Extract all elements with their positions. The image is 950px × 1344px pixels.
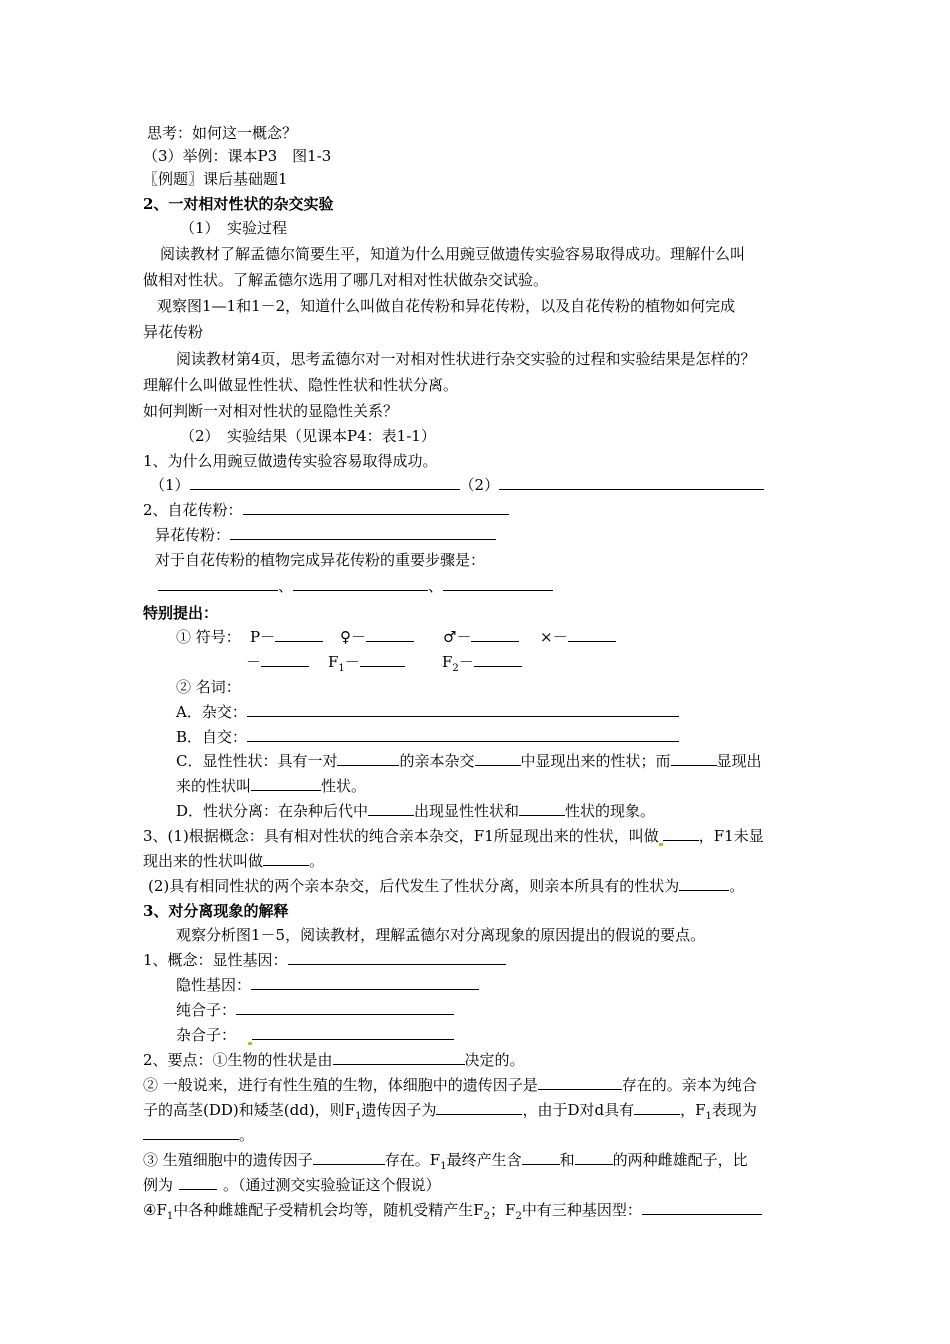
key-point-2a: ② 一般说来，进行有性生殖的生物，体细胞中的遗传因子是 存在的。亲本为纯合 [143, 1076, 757, 1094]
blank[interactable] [313, 1150, 385, 1165]
steps-blanks: 、 、 [158, 576, 553, 596]
blank[interactable] [252, 1025, 454, 1040]
blank[interactable] [251, 776, 321, 791]
key-point-4: $④F_1$中各种雌雄配子受精机会均等，随机受精产生$F_2$；$F_2$中有三种基因型： [143, 1200, 762, 1220]
blank[interactable] [522, 1150, 560, 1165]
subheading-result: （2） 实验结果（见课本P4：表1-1） [180, 427, 436, 445]
symbol-male: ♂－ [443, 627, 519, 647]
question-1-blanks: （1） （2） [150, 475, 764, 495]
blank[interactable] [293, 576, 428, 591]
term-hybridization: A．杂交： [176, 702, 679, 722]
blank[interactable] [642, 1200, 762, 1215]
cross-pollination: 异花传粉： [155, 525, 496, 545]
section-2-title: 2、一对相对性状的杂交实验 [143, 195, 334, 213]
para-1a: 阅读教材了解孟德尔简要生平，知道为什么用豌豆做遗传实验容易取得成功。理解什么叫 [160, 245, 746, 263]
blank[interactable] [443, 576, 553, 591]
blank[interactable] [251, 975, 479, 990]
blank[interactable] [288, 950, 506, 965]
blank[interactable] [538, 1075, 622, 1090]
blank[interactable] [575, 1150, 613, 1165]
blank[interactable] [143, 1125, 239, 1140]
symbol-p: P－ [250, 627, 323, 647]
symbol-f1: $F_1-$ [328, 652, 405, 672]
blank[interactable] [475, 751, 521, 766]
blank[interactable] [436, 1100, 522, 1115]
think-line: 思考：如何这一概念？ [147, 124, 298, 142]
blank[interactable] [236, 1000, 454, 1015]
symbol-label: ① 符号： [176, 628, 241, 646]
concept-homozygote: 纯合子： [176, 1000, 454, 1020]
blank[interactable] [519, 801, 565, 816]
example-line: （3）举例：课本P3 图1-3 [143, 147, 332, 165]
section-3-intro: 观察分析图1－5，阅读教材，理解孟德尔对分离现象的原因提出的假说的要点。 [176, 926, 706, 944]
concept-heterozygote: 杂合子： [176, 1025, 454, 1045]
term-selfing: B．自交： [176, 727, 679, 747]
blank[interactable] [368, 801, 414, 816]
blank[interactable] [671, 751, 717, 766]
blank[interactable] [243, 500, 509, 515]
question-3b: 现出来的性状叫做 。 [143, 852, 325, 870]
para-3a: 阅读教材第4页，思考孟德尔对一对相对性状进行杂交实验的过程和实验结果是怎样的？ [176, 350, 756, 368]
special-heading: 特别提出： [143, 604, 219, 622]
blank[interactable] [261, 652, 309, 667]
blank[interactable] [568, 627, 616, 642]
blank[interactable] [179, 1175, 217, 1190]
para-4: 如何判断一对相对性状的显隐性关系？ [143, 402, 399, 420]
blank[interactable] [634, 1100, 680, 1115]
question-1: 1、为什么用豌豆做遗传实验容易取得成功。 [143, 452, 438, 470]
blank[interactable] [247, 727, 679, 742]
question-3c: (2)具有相同性状的两个亲本杂交，后代发生了性状分离，则亲本所具有的性状为 。 [148, 877, 745, 895]
para-2b: 异花传粉 [143, 323, 204, 341]
self-pollination: 2、自花传粉： [143, 500, 509, 520]
mark-dot [659, 843, 663, 846]
concept-dominant-gene: 1、概念：显性基因： [143, 950, 506, 970]
term-dominant-b: 来的性状叫 性状。 [176, 777, 367, 795]
exercise-line: 〖例题〗课后基础题1 [143, 170, 288, 188]
para-2a: 观察图1—1和1－2，知道什么叫做自花传粉和异花传粉，以及自花传粉的植物如何完成 [157, 297, 736, 315]
symbol-f2: $F_2-$ [442, 652, 522, 672]
blank[interactable] [247, 702, 679, 717]
blank[interactable] [230, 525, 496, 540]
blank[interactable] [275, 627, 323, 642]
symbol-female: ♀－ [340, 627, 414, 647]
noun-label: ② 名词： [176, 678, 241, 696]
symbol-self: － [246, 652, 309, 672]
symbol-cross: ×－ [540, 627, 616, 647]
blank[interactable] [679, 876, 729, 891]
term-dominant-a: C．显性性状：具有一对 的亲本杂交 中显现出来的性状；而 显现出 [176, 752, 762, 770]
steps-question: 对于自花传粉的植物完成异花传粉的重要步骤是： [155, 551, 486, 569]
question-3a: 3、(1)根据概念：具有相对性状的纯合亲本杂交，F1所显现出来的性状，叫做 ，F1未显 [143, 827, 764, 845]
blank[interactable] [366, 627, 414, 642]
blank[interactable] [663, 826, 699, 841]
blank[interactable] [263, 851, 309, 866]
key-point-2c: 。 [143, 1125, 254, 1145]
blank[interactable] [158, 576, 278, 591]
para-3b: 理解什么叫做显性性状、隐性性状和性状分离。 [143, 376, 459, 394]
para-1b: 做相对性状。了解孟德尔选用了哪几对相对性状做杂交试验。 [143, 271, 549, 289]
key-point-2b: 子的高茎(DD)和矮茎(dd)，则$F_1$遗传因子为 ，由于D对d具有 ，$F_1$表现为 [143, 1101, 757, 1122]
blank[interactable] [471, 627, 519, 642]
blank[interactable] [190, 475, 460, 490]
term-segregation: D．性状分离：在杂种后代中 出现显性性状和 性状的现象。 [176, 802, 656, 820]
blank[interactable] [337, 751, 399, 766]
key-point-1: 2、要点：①生物的性状是由 决定的。 [143, 1051, 525, 1069]
section-3-title: 3、对分离现象的解释 [143, 902, 289, 920]
concept-recessive-gene: 隐性基因： [176, 975, 479, 995]
blank[interactable] [499, 475, 764, 490]
key-point-3a: ③ 生殖细胞中的遗传因子 存在。$F_1$最终产生含 和 的两种雌雄配子，比 [143, 1151, 748, 1172]
key-point-3b: 例为 。（通过测交实验验证这个假说） [143, 1176, 441, 1194]
mark-dot [248, 1042, 252, 1045]
blank[interactable] [333, 1050, 465, 1065]
blank[interactable] [474, 652, 522, 667]
subheading-process: （1） 实验过程 [180, 219, 288, 237]
blank[interactable] [360, 652, 405, 667]
